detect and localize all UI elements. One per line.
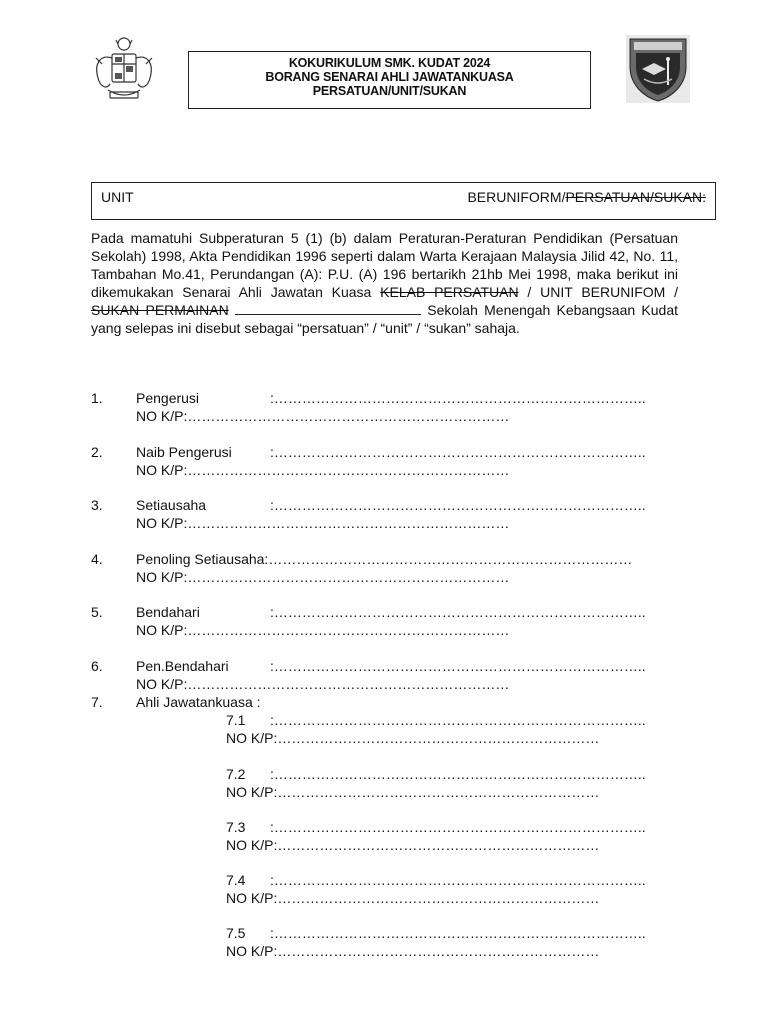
member-name-line: :……………………………………………………………………..: [270, 444, 646, 460]
committee-ic-line: NO K/P:……………………………………………………………: [226, 784, 600, 800]
form-title-box: [188, 51, 591, 109]
committee-row-1: [0, 711, 768, 747]
member-ic-line: NO K/P:……………………………………………………………: [136, 462, 510, 478]
member-name-line: :……………………………………………………………………..: [270, 497, 646, 513]
member-role: Naib Pengerusi: [136, 444, 232, 460]
committee-item-number: 7.4: [226, 872, 246, 888]
member-role: Bendahari: [136, 604, 200, 620]
member-ic-line: NO K/P:……………………………………………………………: [136, 676, 510, 692]
member-row-4: [0, 550, 768, 586]
member-row-2: [0, 443, 768, 479]
committee-item-number: 7.2: [226, 766, 246, 782]
member-number: 6.: [91, 658, 103, 674]
member-row-3: [0, 496, 768, 532]
member-number: 2.: [91, 444, 103, 460]
form-title-line-2: BORANG SENARAI AHLI JAWATANKUASA: [265, 70, 514, 84]
form-title-line-3: PERSATUAN/UNIT/SUKAN: [312, 84, 467, 98]
committee-name-line: :……………………………………………………………………..: [270, 819, 646, 835]
malaysia-coat-of-arms-icon: [88, 34, 160, 106]
form-title-line-1: KOKURIKULUM SMK. KUDAT 2024: [288, 56, 491, 70]
committee-name-line: :……………………………………………………………………..: [270, 925, 646, 941]
member-number: 1.: [91, 390, 103, 406]
member-ic-line: NO K/P:……………………………………………………………: [136, 408, 510, 424]
committee-ic-line: NO K/P:……………………………………………………………: [226, 890, 600, 906]
member-name-line: :……………………………………………………………………..: [270, 658, 646, 674]
member-number: 5.: [91, 604, 103, 620]
member-ic-line: NO K/P:……………………………………………………………: [136, 622, 510, 638]
committee-row-2: [0, 765, 768, 801]
intro-text-c: Sekolah Menengah Kebangsaan Kudat yang selepas ini disebut sebagai “persatuan” / “unit” / “sukan” sahaja.: [91, 302, 679, 336]
committee-label: Ahli Jawatankuasa :: [136, 694, 261, 710]
intro-text-a: Pada mamatuhi Subperaturan 5 (1) (b) dalam Peraturan-Peraturan Pendidikan (Persatuan Sekolah) 1998, Akta Pendidikan 1996 seperti dalam Warta Kerajaan Malaysia Jilid 42, No. 11, Tambahan Mo.41, Perundangan (A): P.U. (A) 196 bertarikh 21hb Mei 1998, maka berikut ini dikemukakan Senarai Ahli Jawatan Kuasa: [91, 230, 678, 300]
committee-item-number: 7.5: [226, 925, 246, 941]
member-name-line: :……………………………………………………………………..: [270, 604, 646, 620]
member-number: 3.: [91, 497, 103, 513]
member-row-1: [0, 389, 768, 425]
intro-struck-a: KELAB PERSATUAN: [380, 284, 519, 300]
committee-ic-line: NO K/P:……………………………………………………………: [226, 837, 600, 853]
committee-row-3: [0, 818, 768, 854]
member-name-line: :……………………………………………………………………..: [270, 390, 646, 406]
member-role: Penoling Setiausaha:……………………………………………………………………: [136, 551, 633, 567]
committee-name-line: :……………………………………………………………………..: [270, 712, 646, 728]
committee-ic-line: NO K/P:……………………………………………………………: [226, 943, 600, 959]
member-role: Pengerusi: [136, 390, 200, 406]
intro-paragraph: [91, 229, 678, 337]
intro-struck-b: SUKAN PERMAINAN: [91, 302, 229, 318]
committee-row-5: [0, 924, 768, 960]
committee-item-number: 7.1: [226, 712, 246, 728]
member-ic-line: NO K/P:……………………………………………………………: [136, 569, 510, 585]
unit-label: UNIT: [101, 189, 134, 205]
member-ic-line: NO K/P:……………………………………………………………: [136, 515, 510, 531]
unit-name-blank: [235, 302, 421, 315]
unit-category-options: [467, 189, 706, 205]
committee-item-number: 7.3: [226, 819, 246, 835]
intro-text-b: / UNIT BERUNIFOM /: [518, 284, 679, 300]
member-number: 4.: [91, 551, 103, 567]
school-shield-crest-icon: [624, 33, 692, 105]
struck-options: PERSATUAN/SUKAN:: [565, 189, 706, 205]
committee-number: 7.: [91, 694, 103, 710]
member-row-5: [0, 603, 768, 639]
uniform-option: BERUNIFORM/: [467, 189, 566, 205]
committee-name-line: :……………………………………………………………………..: [270, 872, 646, 888]
committee-header: [0, 693, 768, 711]
committee-ic-line: NO K/P:……………………………………………………………: [226, 730, 600, 746]
committee-name-line: :……………………………………………………………………..: [270, 766, 646, 782]
member-row-6: [0, 657, 768, 693]
committee-row-4: [0, 871, 768, 907]
member-role: Setiausaha: [136, 497, 207, 513]
member-role: Pen.Bendahari: [136, 658, 229, 674]
unit-category-box: [91, 182, 716, 220]
